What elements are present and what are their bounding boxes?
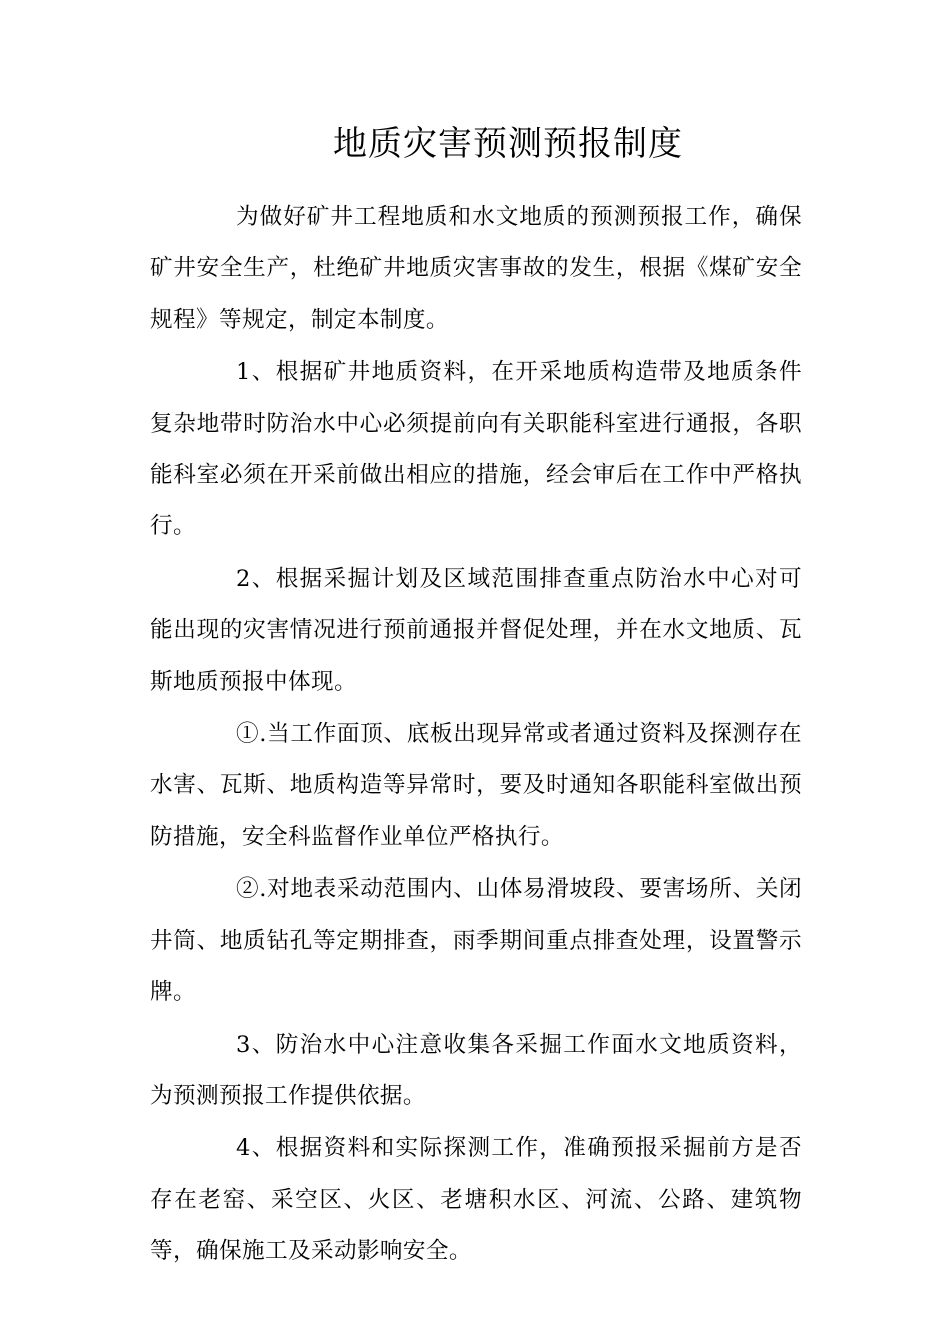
paragraph-item-1: 1、根据矿井地质资料，在开采地质构造带及地质条件复杂地带时防治水中心必须提前向有关职能科室进行通报，各职能科室必须在开采前做出相应的措施，经会审后在工作中严格执行。	[150, 359, 802, 540]
document-body	[150, 192, 802, 1279]
paragraph-item-2: 2、根据采掘计划及区域范围排查重点防治水中心对可能出现的灾害情况进行预前通报并督促处理，并在水文地质、瓦斯地质预报中体现。	[150, 565, 802, 695]
document-title: 地质灾害预测预报制度	[333, 124, 683, 164]
paragraph-intro: 为做好矿井工程地质和水文地质的预测预报工作，确保矿井安全生产，杜绝矿井地质灾害事故的发生，根据《煤矿安全规程》等规定，制定本制度。	[150, 204, 802, 333]
paragraph-subitem-1: ①.当工作面顶、底板出现异常或者通过资料及探测存在水害、瓦斯、地质构造等异常时，要及时通知各职能科室做出预防措施，安全科监督作业单位严格执行。	[150, 721, 802, 850]
paragraph-item-3: 3、防治水中心注意收集各采掘工作面水文地质资料，为预测预报工作提供依据。	[150, 1031, 802, 1109]
paragraph-item-4: 4、根据资料和实际探测工作，准确预报采掘前方是否存在老窑、采空区、火区、老塘积水区、河流、公路、建筑物等，确保施工及采动影响安全。	[150, 1135, 802, 1265]
paragraph-subitem-2: ②.对地表采动范围内、山体易滑坡段、要害场所、关闭井筒、地质钻孔等定期排查，雨季期间重点排查处理，设置警示牌。	[150, 876, 802, 1006]
